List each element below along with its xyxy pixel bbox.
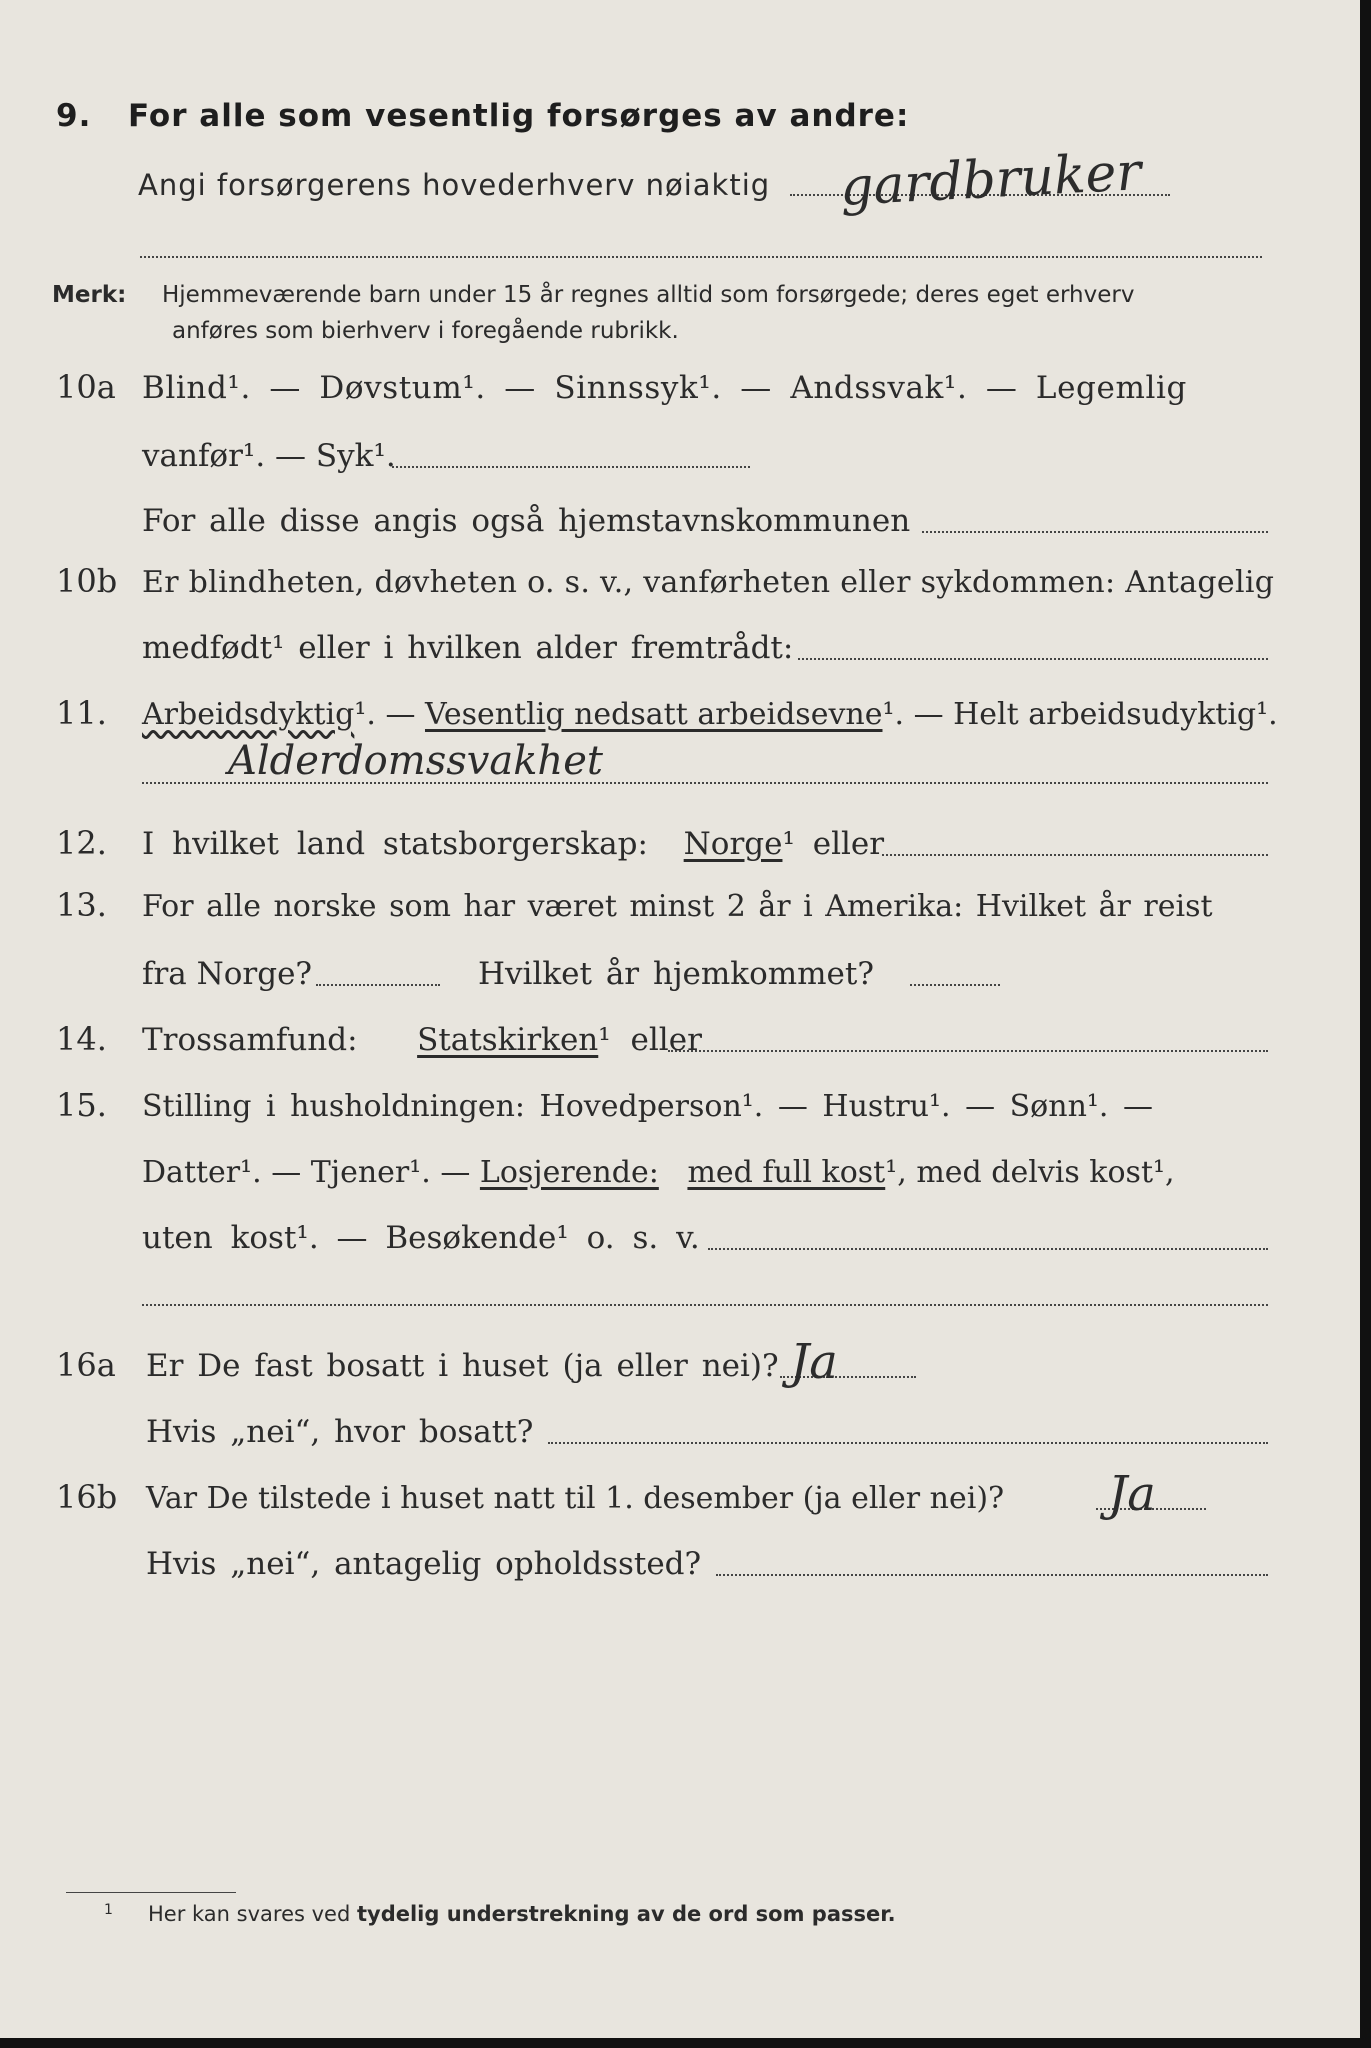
- q16a-line2: [0, 1406, 1360, 1456]
- q15-number: 15.: [56, 1086, 107, 1124]
- q15-datter-tjener: Datter¹. — Tjener¹. —: [142, 1155, 480, 1190]
- q11-opt-nedsatt[interactable]: Vesentlig nedsatt arbeidsevne: [424, 697, 883, 732]
- q13-line1: [0, 880, 1360, 930]
- q11-answer-handwritten[interactable]: Alderdomssvakhet: [228, 738, 603, 784]
- q10a-line2: [0, 430, 1360, 480]
- q10b-question2: medfødt¹ eller i hvilken alder fremtrådt:: [142, 630, 794, 666]
- q11-opt-arbeidsdyktig[interactable]: Arbeidsdyktig: [142, 697, 355, 732]
- q11-end: ¹.: [1256, 697, 1278, 732]
- q10b-line1: [0, 556, 1360, 606]
- q10a-options2: vanfør¹. — Syk¹.: [142, 438, 396, 474]
- q10b-line2: [0, 622, 1360, 672]
- q16a-number: 16a: [56, 1346, 116, 1384]
- q16b-question: Var De tilstede i huset natt til 1. desember (ja eller nei)?: [146, 1481, 1005, 1516]
- q14-post: ¹ eller: [598, 1022, 702, 1058]
- q15-line1: [0, 1080, 1360, 1130]
- q13-question: For alle norske som har været minst 2 år i Amerika: Hvilket år reist: [142, 889, 1213, 924]
- q9-answer-handwritten[interactable]: gardbruker: [838, 142, 1143, 218]
- q11-options: [142, 697, 1278, 732]
- q10b-question: Er blindheten, døvheten o. s. v., vanførheten eller sykdommen: Antagelig: [142, 565, 1275, 600]
- q11-opt-udyktig[interactable]: Helt arbeidsudyktig: [953, 697, 1257, 732]
- q13-reist-label: fra Norge?: [142, 956, 313, 992]
- q14-pre: Trossamfund:: [142, 1022, 358, 1058]
- footnote-marker: 1: [104, 1902, 113, 1918]
- q10b-answer-line: [798, 658, 1268, 660]
- q13-number: 13.: [56, 886, 107, 924]
- q10b-number: 10b: [56, 562, 118, 600]
- q11-sep1: ¹. —: [354, 697, 425, 732]
- q9-title: [56, 98, 909, 134]
- q9-provider-label: Angi forsørgerens hovederhverv nøiaktig: [138, 168, 771, 202]
- q16a-line1: [0, 1334, 1360, 1390]
- q14-opt-statskirken[interactable]: Statskirken: [417, 1022, 599, 1058]
- q9-answer-line2: [140, 256, 1262, 258]
- q15-answer-line2: [142, 1304, 1268, 1306]
- q16b-number: 16b: [56, 1478, 118, 1516]
- q12-opt-norge[interactable]: Norge: [683, 826, 783, 862]
- q10a-options: Blind¹. — Døvstum¹. — Sinnssyk¹. — Andssvak¹. — Legemlig: [142, 370, 1187, 406]
- q9-title-text: For alle som vesentlig forsørges av andre:: [128, 98, 910, 134]
- q16a-answer-handwritten[interactable]: Ja: [790, 1334, 838, 1390]
- q15-delvis-kost: ¹, med delvis kost¹,: [885, 1155, 1175, 1190]
- q15-opt-full-kost[interactable]: med full kost: [687, 1155, 886, 1190]
- q12-pre: I hvilket land statsborgerskap:: [142, 826, 648, 862]
- q13-reist-line: [316, 984, 440, 986]
- q15-answer-line: [708, 1248, 1268, 1250]
- footnote-bold-text: tydelig understrekning av de ord som passer.: [356, 1902, 896, 1926]
- q11-number: 11.: [56, 694, 107, 732]
- footnote: [104, 1902, 896, 1926]
- q15-options3: uten kost¹. — Besøkende¹ o. s. v.: [142, 1220, 700, 1256]
- q14-line: [0, 1014, 1360, 1064]
- q16b-where-line: [716, 1574, 1268, 1576]
- q10a-hjemstavn: For alle disse angis også hjemstavnskommunen: [142, 503, 911, 539]
- q15-line2: [0, 1146, 1360, 1196]
- q11-line1: [0, 688, 1360, 738]
- q9-number: 9.: [56, 98, 92, 134]
- q10a-line1: [0, 362, 1360, 412]
- q12-post: ¹ eller: [782, 826, 885, 862]
- footnote-text: Her kan svares ved: [148, 1902, 351, 1926]
- q16b-answer-handwritten[interactable]: Ja: [1108, 1466, 1156, 1522]
- q16a-where-line: [548, 1442, 1268, 1444]
- q12-number: 12.: [56, 824, 107, 862]
- q15-options2: [142, 1155, 1175, 1190]
- q12-question: [142, 826, 884, 862]
- q10a-answer-line: [392, 466, 750, 468]
- q10a-hjemstavn-line: [922, 531, 1268, 533]
- q16b-line1: [0, 1466, 1360, 1522]
- q12-answer-line: [882, 854, 1268, 856]
- q11-sep2: ¹. —: [882, 697, 954, 732]
- q9-line1: [0, 142, 1360, 218]
- q13-line2: [0, 948, 1360, 998]
- q14-answer-line: [668, 1050, 1268, 1052]
- q11-line2: [0, 740, 1360, 790]
- q13-hjemkommet-label: Hvilket år hjemkommet?: [478, 956, 874, 992]
- q15-opt-losjerende[interactable]: Losjerende:: [479, 1155, 659, 1190]
- merk-label: Merk:: [52, 282, 127, 308]
- merk-line1: Hjemmeværende barn under 15 år regnes alltid som forsørgede; deres eget erhverv: [162, 282, 1135, 308]
- q10a-number: 10a: [56, 368, 116, 406]
- q16a-where: Hvis „nei“, hvor bosatt?: [146, 1414, 534, 1450]
- q14-number: 14.: [56, 1020, 107, 1058]
- q16a-question: Er De fast bosatt i huset (ja eller nei)?: [146, 1348, 779, 1384]
- q15-line3: [0, 1212, 1360, 1262]
- q16b-line2: [0, 1538, 1360, 1588]
- q15-options1: Stilling i husholdningen: Hovedperson¹. — Hustru¹. — Sønn¹. —: [142, 1089, 1153, 1124]
- q10a-line3: [0, 495, 1360, 545]
- merk-line2: anføres som bierhverv i foregående rubrikk.: [172, 318, 679, 344]
- q13-hjemkommet-line: [910, 984, 1000, 986]
- q12-line: [0, 818, 1360, 868]
- footnote-rule: [66, 1892, 236, 1893]
- q16b-where: Hvis „nei“, antagelig opholdssted?: [146, 1546, 702, 1582]
- q14-question: [142, 1022, 702, 1058]
